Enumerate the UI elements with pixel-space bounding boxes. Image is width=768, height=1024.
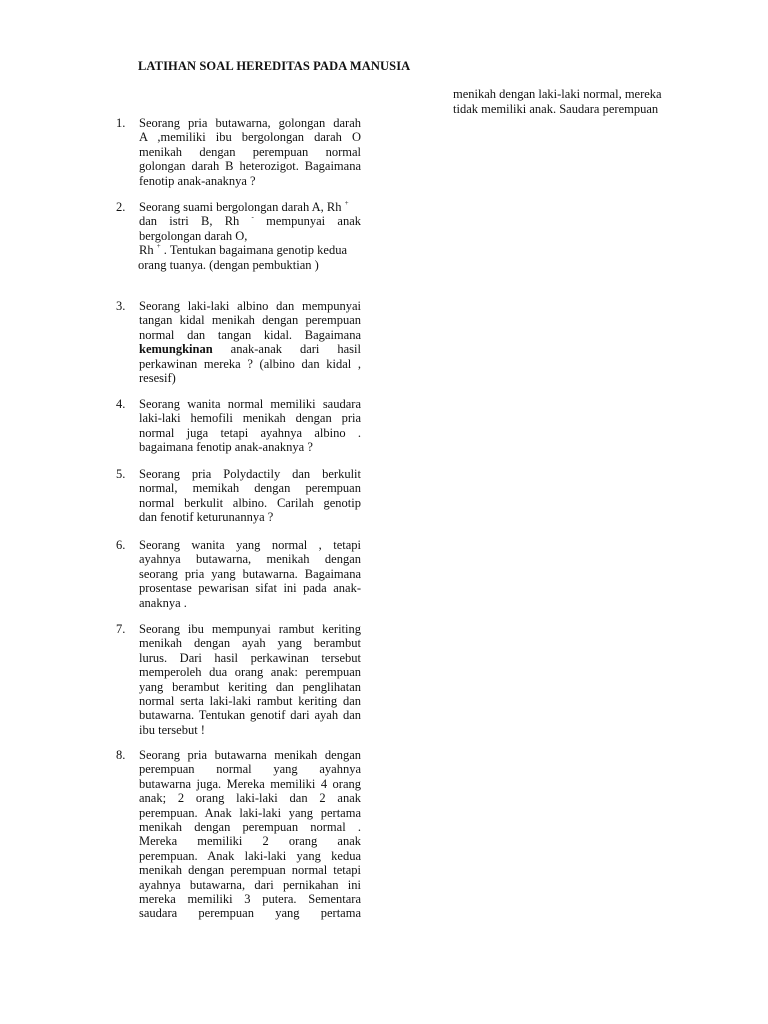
question-line: Seorang wanita normal memiliki saudara [139,397,361,411]
question-line: perkawinan mereka ? (albino dan kidal , [139,356,361,371]
question-line: menikah dengan ayah yang berambut [139,636,361,651]
question-text [139,622,361,737]
question-number: 7. [116,622,126,636]
question-number: 1. [116,116,126,130]
question-number: 6. [116,538,126,552]
question-text [139,200,361,272]
question-line: prosentase pewarisan sifat ini pada anak- [139,581,361,596]
question-text [139,116,361,188]
question-text [139,748,361,921]
question-line: Seorang pria butawarna menikah dengan [139,748,361,762]
question-line: A ,memiliki ibu bergolongan darah O [139,130,361,145]
question-text [139,299,361,385]
question-line: Seorang laki-laki albino dan mempunyai [139,299,361,313]
question-line: resesif) [139,371,176,386]
question-line: golongan darah B heterozigot. Bagaimana [139,159,361,174]
question-line: memperoleh dua orang anak: perempuan [139,665,361,680]
question-line: Mereka memiliki 2 orang anak [139,834,361,849]
question-line: mereka memiliki 3 putera. Sementara [139,892,361,907]
question-line: yang berambut keriting dan penglihatan [139,679,361,694]
question-line: ibu tersebut ! [139,722,205,737]
question-line: normal dan tangan kidal. Bagaimana [139,327,361,342]
question-line: dan fenotif keturunannya ? [139,510,274,525]
question-line: normal juga tetapi ayahnya albino . [139,425,361,440]
question-line: tangan kidal menikah dengan perempuan [139,313,361,328]
question-line: normal, memikah dengan perempuan [139,481,361,496]
question-line: butawarna juga. Mereka memiliki 4 orang [139,776,361,791]
question-line: laki-laki hemofili menikah dengan pria [139,411,361,426]
question-line: saudara perempuan yang pertama [139,906,361,921]
question-line: bagaimana fenotip anak-anaknya ? [139,440,313,455]
page-title: LATIHAN SOAL HEREDITAS PADA MANUSIA [138,59,411,73]
question-text [139,467,361,525]
question-line: Rh + . Tentukan bagaimana genotip kedua [139,242,348,258]
question-line: butawarna. Tentukan genotif dari ayah dan [139,708,361,723]
question-line: menikah dengan perempuan normal . [139,820,361,835]
question-line: perempuan normal yang ayahnya [139,762,361,777]
question-line: Seorang ibu mempunyai rambut keriting [139,622,361,636]
question-line: anaknya . [139,595,187,610]
question-line: Seorang pria Polydactily dan berkulit [139,467,361,481]
question-number: 5. [116,467,126,481]
question-line: dan istri B, Rh - mempunyai anak [139,213,361,229]
question-line: Seorang pria butawarna, golongan darah [139,116,361,130]
question-line: bergolongan darah O, [139,228,248,243]
right-column-line: tidak memiliki anak. Saudara perempuan [453,101,659,116]
question-line: normal serta laki-laki rambut keriting dan [139,694,361,709]
right-column-text [453,87,673,116]
question-line: seorang pria yang butawarna. Bagaimana [139,566,361,581]
question-line: ayahnya butawarna, dari pernikahan ini [139,877,361,892]
question-line: fenotip anak-anaknya ? [139,173,256,188]
question-line: normal berkulit albino. Carilah genotip [139,495,361,510]
question-line: kemungkinan anak-anak dari hasil [139,342,361,357]
question-text [139,538,361,610]
question-line: menikah dengan perempuan normal tetapi [139,863,361,878]
question-line: anak; 2 orang laki-laki dan 2 anak [139,791,361,806]
question-line: perempuan. Anak laki-laki yang kedua [139,848,361,863]
question-line: lurus. Dari hasil perkawinan tersebut [139,650,361,665]
question-line: menikah dengan perempuan normal [139,144,361,159]
question-number: 4. [116,397,126,411]
question-text [139,397,361,455]
question-line: perempuan. Anak laki-laki yang pertama [139,805,361,820]
question-line: Seorang wanita yang normal , tetapi [139,538,361,552]
question-line: ayahnya butawarna, menikah dengan [139,552,361,567]
question-line: orang tuanya. (dengan pembuktian ) [138,257,319,272]
question-line: Seorang suami bergolongan darah A, Rh + [139,199,349,214]
question-number: 3. [116,299,126,313]
right-column-line: menikah dengan laki-laki normal, mereka [453,87,662,101]
question-number: 8. [116,748,126,762]
question-number: 2. [116,200,126,214]
